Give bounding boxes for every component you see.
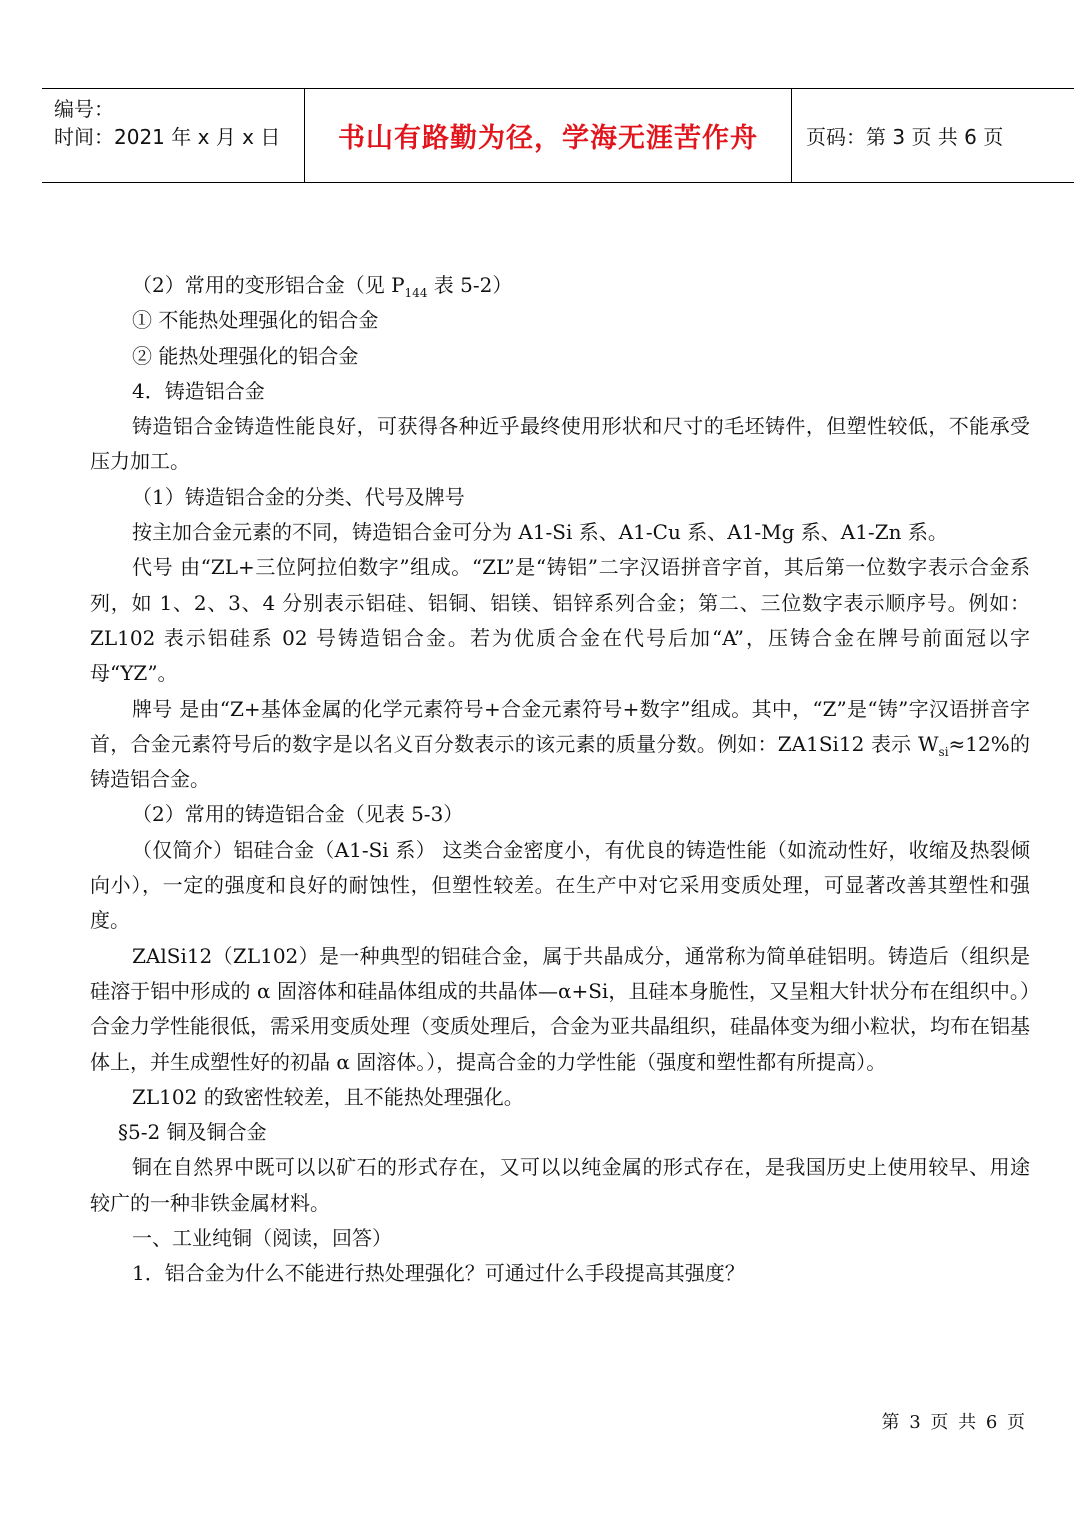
paragraph-wrought-alloys [90,268,1030,303]
section-heading: 4．铸造铝合金 [132,378,265,403]
header-motto-cell [305,89,792,182]
header-page-cell [792,89,1074,182]
paragraph: 铸造铝合金铸造性能良好，可获得各种近乎最终使用形状和尺寸的毛坯铸件，但塑性较低，不能承受压力加工。 [90,414,1030,474]
subsection-heading: （2）常用的铸造铝合金（见表 5-3） [132,802,464,827]
header-meta-cell [42,89,305,182]
paragraph-grade-definition [90,692,1030,798]
page-header [42,88,1074,183]
section-heading: 一、工业纯铜（阅读，回答） [132,1226,392,1251]
paragraph: 按主加合金元素的不同，铸造铝合金可分为 A1-Si 系、A1-Cu 系、A1-Mg 系、A1-Zn 系。 [132,520,948,545]
question: 1．铝合金为什么不能进行热处理强化？可通过什么手段提高其强度？ [132,1261,745,1286]
page-footer: 第 3 页 共 6 页 [881,1412,1027,1433]
subsection-heading: （1）铸造铝合金的分类、代号及牌号 [132,484,465,509]
text-run: 表 5-2） [427,273,513,297]
serial-label: 编号： [54,97,114,121]
header-motto: 书山有路勤为径，学海无涯苦作舟 [338,123,758,154]
text-run: 牌号 是由“Z+基体金属的化学元素符号+合金元素符号+数字”组成。其中，“Z”是“铸”字汉语拼音字首，合金元素符号后的数字是以名义百分数表示的该元素的质量分数。例如：ZA1Si12 表示 W [90,696,1030,756]
document-body [90,268,1030,1292]
subscript: 144 [404,286,428,300]
paragraph: （仅简介）铝硅合金（A1-Si 系） 这类合金密度小，有优良的铸造性能（如流动性好，收缩及热裂倾向小），一定的强度和良好的耐蚀性，但塑性较差。在生产中对它采用变质处理，可显著改善其塑性和强度。 [90,837,1030,933]
list-item: ① 不能热处理强化的铝合金 [132,308,379,333]
text-run: （2）常用的变形铝合金（见 P [132,273,405,297]
paragraph-code-definition: 代号 由“ZL+三位阿拉伯数字”组成。“ZL”是“铸铝”二字汉语拼音字首，其后第一位数字表示合金系列，如 1、2、3、4 分别表示铝硅、铝铜、铝镁、铝锌系列合金；第二、三位数字表示顺序号。例如：ZL102 表示铝硅系 02 号铸造铝合金。若为优质合金在代号后加“A”，压铸合金在牌号前面冠以字母“YZ”。 [90,555,1030,686]
chapter-heading: §5-2 铜及铜合金 [118,1120,267,1145]
subscript: si [938,744,949,759]
paragraph: ZAlSi12（ZL102）是一种典型的铝硅合金，属于共晶成分，通常称为简单硅铝明。铸造后（组织是硅溶于铝中形成的 α 固溶体和硅晶体组成的共晶体—α+Si，且硅本身脆性，又呈粗大针状分布在组织中。）合金力学性能很低，需采用变质处理（变质处理后，合金为亚共晶组织，硅晶体变为细小粒状，均布在铝基体上，并生成塑性好的初晶 α 固溶体。），提高合金的力学性能（强度和塑性都有所提高）。 [90,943,1030,1074]
header-page-code: 页码：第 3 页 共 6 页 [806,125,1004,149]
paragraph: 铜在自然界中既可以以矿石的形式存在，又可以以纯金属的形式存在，是我国历史上使用较早、用途较广的一种非铁金属材料。 [90,1155,1030,1215]
list-item: ② 能热处理强化的铝合金 [132,343,359,368]
date-line: 时间：2021 年 x 月 x 日 [54,125,281,149]
text-run: ≈12%的铸造铝合金。 [90,731,1030,792]
paragraph: ZL102 的致密性较差，且不能热处理强化。 [132,1084,524,1109]
